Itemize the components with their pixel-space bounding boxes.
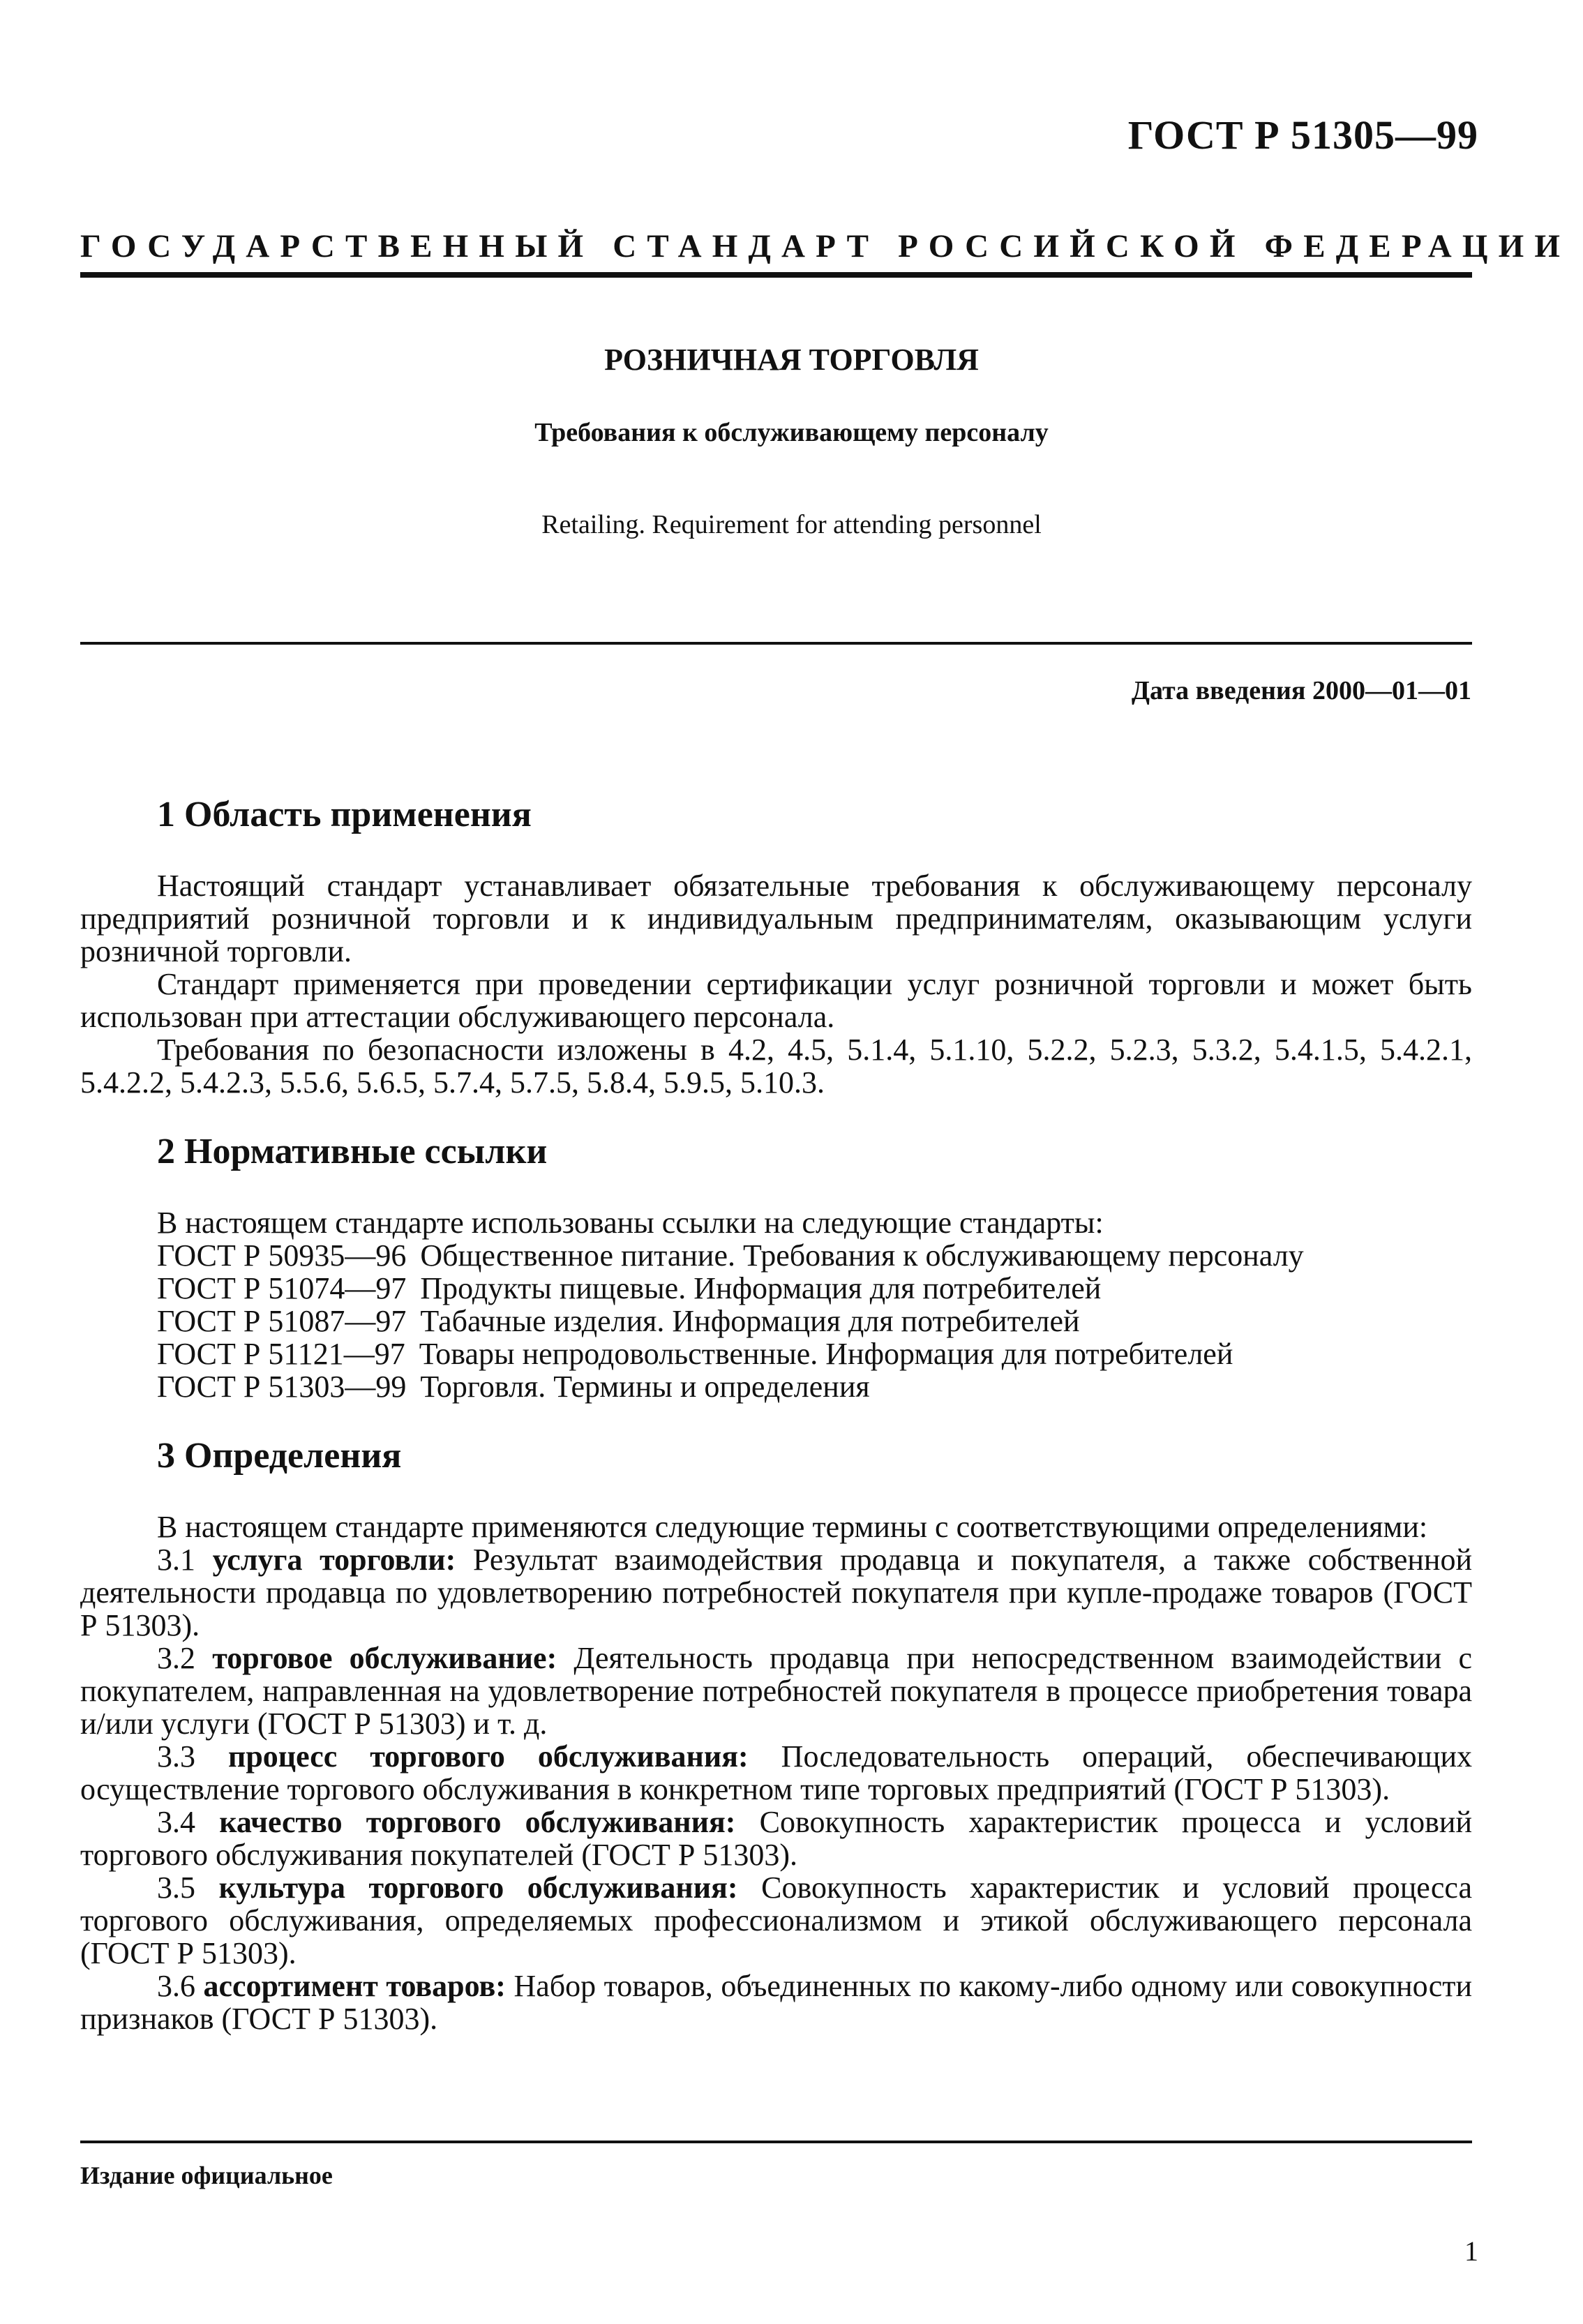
definition-term: культура торгового обслуживания: bbox=[218, 1871, 738, 1905]
section-heading: 3 Определения bbox=[157, 1436, 402, 1476]
reference-title: Табачные изделия. Информация для потребителей bbox=[420, 1304, 1080, 1338]
definition bbox=[80, 1871, 1472, 1970]
definition bbox=[80, 1740, 1472, 1806]
definition-term: процесс торгового обслуживания: bbox=[227, 1739, 749, 1774]
definition-text: Совокупность характеристик процесса и условий торгового обслуживания покупателей (ГОСТ Р 51303). bbox=[80, 1805, 1473, 1872]
official-edition-label: Издание официальное bbox=[80, 2161, 333, 2189]
reference-code: ГОСТ Р 51074—97 bbox=[157, 1271, 407, 1305]
header-divider bbox=[80, 272, 1472, 278]
document-subtitle: Требования к обслуживающему персоналу bbox=[534, 418, 1049, 447]
section-scope bbox=[80, 795, 1472, 1099]
reference-title: Товары непродовольственные. Информация для потребителей bbox=[419, 1337, 1233, 1371]
definition-number: 3.6 bbox=[157, 1969, 195, 2003]
reference-title: Общественное питание. Требования к обслуживающему персоналу bbox=[420, 1238, 1304, 1273]
reference-row bbox=[157, 1370, 1472, 1403]
state-standard-banner: ГОСУДАРСТВЕННЫЙ СТАНДАРТ РОССИЙСКОЙ ФЕДЕРАЦИИ bbox=[80, 228, 1571, 264]
paragraph: В настоящем стандарте применяются следующие термины с соответствующими определениями: bbox=[157, 1510, 1428, 1544]
definition-term: качество торгового обслуживания: bbox=[219, 1805, 736, 1839]
definition-number: 3.3 bbox=[157, 1739, 195, 1774]
reference-code: ГОСТ Р 50935—96 bbox=[157, 1238, 407, 1273]
definition bbox=[80, 1642, 1472, 1740]
reference-code: ГОСТ Р 51087—97 bbox=[157, 1304, 407, 1338]
document-body bbox=[80, 795, 1472, 2069]
definition bbox=[80, 1806, 1472, 1871]
definition-number: 3.2 bbox=[157, 1641, 195, 1675]
definition-text: Набор товаров, объединенных по какому-либо одному или совокупности признаков (ГОСТ Р 51303). bbox=[80, 1969, 1473, 2036]
reference-code: ГОСТ Р 51303—99 bbox=[157, 1370, 407, 1404]
definition-text: Совокупность характеристик и условий процесса торгового обслуживания, определяемых профессионализмом и этикой обслуживающего персонала (ГОСТ Р 51303). bbox=[80, 1871, 1473, 1970]
document-code: ГОСТ Р 51305—99 bbox=[1127, 112, 1478, 158]
introduction-date: Дата введения 2000—01—01 bbox=[1131, 676, 1471, 705]
section-heading: 2 Нормативные ссылки bbox=[157, 1132, 548, 1171]
reference-code: ГОСТ Р 51121—97 bbox=[157, 1337, 405, 1371]
definition-number: 3.1 bbox=[157, 1543, 195, 1577]
reference-row bbox=[157, 1239, 1472, 1272]
section-definitions bbox=[80, 1437, 1472, 2035]
english-title: Retailing. Requirement for attending personnel bbox=[541, 510, 1042, 539]
definition-number: 3.4 bbox=[157, 1805, 195, 1839]
definition bbox=[80, 1970, 1472, 2035]
paragraph: Настоящий стандарт устанавливает обязательные требования к обслуживающему персоналу предприятий розничной торговли и к индивидуальным предпринимателям, оказывающим услуги розничной торговли. bbox=[80, 869, 1472, 968]
definition-text: Результат взаимодействия продавца и покупателя, а также собственной деятельности продавца по удовлетворению потребностей покупателя при купле-продаже товаров (ГОСТ Р 51303). bbox=[80, 1543, 1473, 1642]
reference-row bbox=[157, 1272, 1472, 1305]
reference-title: Продукты пищевые. Информация для потребителей bbox=[420, 1271, 1102, 1305]
paragraph: Стандарт применяется при проведении сертификации услуг розничной торговли и может быть использован при аттестации обслуживающего персонала. bbox=[80, 967, 1472, 1034]
definition-text: Деятельность продавца при непосредственном взаимодействии с покупателем, направленная на удовлетворение потребностей покупателя в процессе приобретения товара и/или услуги (ГОСТ Р 51303) и т. д. bbox=[80, 1641, 1473, 1741]
definition-term: услуга торговли: bbox=[212, 1543, 456, 1577]
definition bbox=[80, 1543, 1472, 1642]
section-heading: 1 Область применения bbox=[157, 795, 532, 834]
definition-number: 3.5 bbox=[157, 1871, 195, 1905]
reference-row bbox=[157, 1337, 1472, 1370]
paragraph: В настоящем стандарте использованы ссылки на следующие стандарты: bbox=[157, 1206, 1104, 1240]
definition-text: Последовательность операций, обеспечивающих осуществление торгового обслуживания в конкретном типе торговых предприятий (ГОСТ Р 51303). bbox=[80, 1739, 1473, 1806]
definition-term: торговое обслуживание: bbox=[212, 1641, 557, 1675]
reference-row bbox=[157, 1305, 1472, 1337]
footer-divider bbox=[80, 2141, 1472, 2143]
reference-title: Торговля. Термины и определения bbox=[420, 1370, 870, 1404]
section-normative-references bbox=[80, 1132, 1472, 1403]
title-divider bbox=[80, 642, 1472, 645]
page-number: 1 bbox=[1464, 2235, 1478, 2267]
definition-term: ассортимент товаров: bbox=[203, 1969, 506, 2003]
document-title: РОЗНИЧНАЯ ТОРГОВЛЯ bbox=[604, 343, 979, 377]
paragraph: Требования по безопасности изложены в 4.2, 4.5, 5.1.4, 5.1.10, 5.2.2, 5.2.3, 5.3.2, 5.4.1.5, 5.4.2.1, 5.4.2.2, 5.4.2.3, 5.5.6, 5.6.5, 5.7.4, 5.7.5, 5.8.4, 5.9.5, 5.10.3. bbox=[80, 1033, 1472, 1100]
